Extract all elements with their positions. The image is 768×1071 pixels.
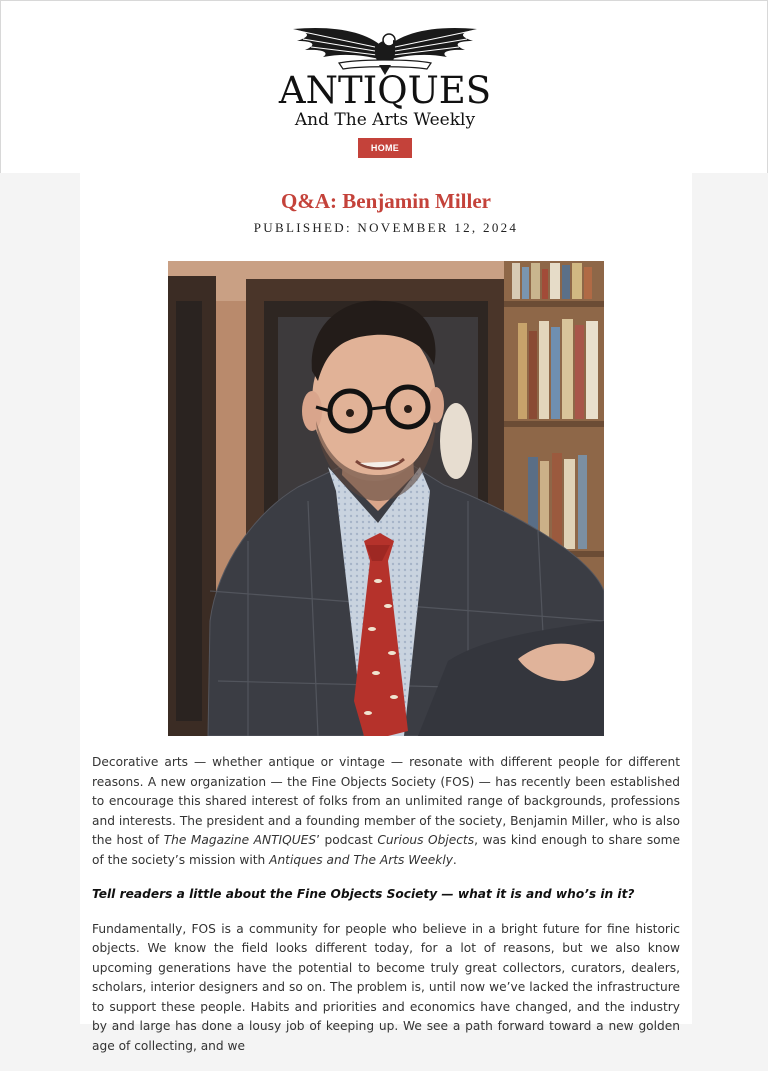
article-body: [92, 753, 680, 1071]
podcast-name: Curious Objects: [377, 833, 475, 847]
intro-text: .: [452, 852, 457, 867]
logo-subtitle: And The Arts Weekly: [294, 110, 476, 130]
article-title: Q&A: Benjamin Miller: [281, 189, 491, 213]
intro-text: , was kind enough to share some of the society’s mission with: [92, 833, 680, 867]
eagle-logo-icon: [279, 19, 491, 75]
interview-answer: Fundamentally, FOS is a community for people who believe in a bright future for fine historic objects. We know the field looks different today, for a lot of reasons, but we also know upcoming generations have the potential to become truly great collectors, curators, dealers, scholars, interior designers and so on. The problem is, until now we’ve lacked the infrastructure to support these people. Habits and priorities and economics have changed, and the industry by and large has done a lousy job of keeping up. We see a path forward toward a new golden age of collecting, and we: [92, 921, 680, 1053]
publication-name: Antiques and The Arts Weekly: [269, 852, 453, 867]
article-photo: [168, 261, 604, 736]
site-logo[interactable]: [271, 19, 499, 135]
intro-text: ’ podcast: [316, 833, 378, 847]
article-container: [80, 173, 692, 1053]
published-date: PUBLISHED: NOVEMBER 12, 2024: [253, 220, 519, 235]
magazine-name: The Magazine ANTIQUES: [163, 833, 317, 847]
portrait-photo-icon: [168, 261, 604, 736]
site-header: [0, 0, 768, 173]
home-nav-button[interactable]: HOME: [358, 138, 412, 158]
article-intro-paragraph: [92, 753, 680, 870]
logo-title: ANTIQUES: [278, 69, 492, 112]
intro-text: Decorative arts — whether antique or vintage — resonate with different people for different reasons. A new organization — the Fine Objects Society (FOS) — has recently been established to encourage this shared interest of folks from an unlimited range of backgrounds, professions and interests. The president and a founding member of the society, Benjamin Miller, who is also the host of: [92, 755, 680, 847]
interview-question: Tell readers a little about the Fine Objects Society — what it is and who’s in it?: [92, 887, 635, 901]
